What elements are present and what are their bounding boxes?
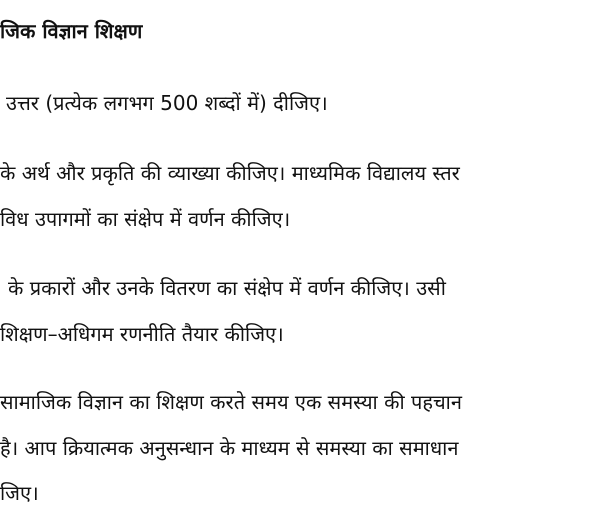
question-line: जिए। — [0, 481, 39, 505]
question-line: सामाजिक विज्ञान का शिक्षण करते समय एक समस्या की पहचान — [0, 390, 462, 414]
question-line: के प्रकारों और उनके वितरण का संक्षेप में वर्णन कीजिए। उसी — [8, 276, 446, 300]
question-line: शिक्षण–अधिगम रणनीति तैयार कीजिए। — [0, 322, 284, 346]
section-title: जिक विज्ञान शिक्षण — [0, 19, 143, 43]
question-line: के अर्थ और प्रकृति की व्याख्या कीजिए। माध्यमिक विद्यालय स्तर — [0, 161, 460, 185]
instruction-text: उत्तर (प्रत्येक लगभग 500 शब्दों में) दीजिए। — [6, 91, 328, 115]
question-line: विध उपागमों का संक्षेप में वर्णन कीजिए। — [0, 207, 291, 231]
question-line: है। आप क्रियात्मक अनुसन्धान के माध्यम से समस्या का समाधान — [0, 436, 459, 460]
